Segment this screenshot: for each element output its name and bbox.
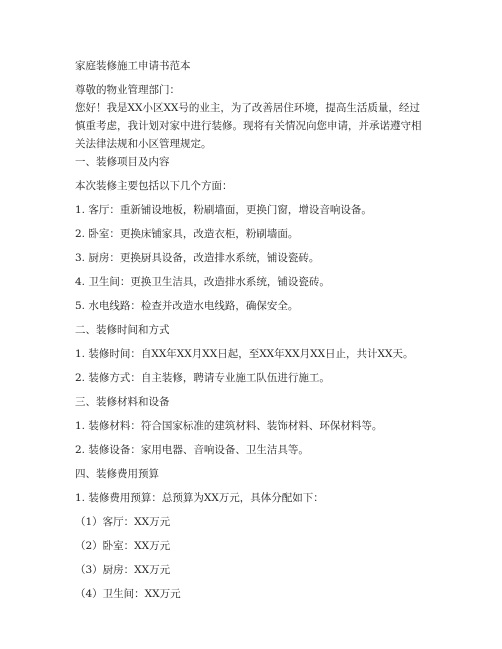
intro-paragraph: 您好！我是XX小区XX号的业主，为了改善居住环境，提高生活质量，经过慎重考虑，我计划对家中进行装修。现将有关情况向您申请，并承诺遵守相关法律法规和小区管理规定。: [75, 102, 422, 150]
section-1-item: 5. 水电线路：检查并改造水电线路，确保安全。: [75, 300, 299, 312]
section-1-item: 1. 客厅：重新铺设地板，粉刷墙面，更换门窗，增设音响设备。: [75, 204, 372, 216]
section-heading-3: 三、装修材料和设备: [75, 396, 170, 408]
section-heading-1: 一、装修项目及内容: [75, 156, 170, 168]
section-4-item: （3）厨房：XX万元: [75, 564, 171, 576]
section-heading-4: 四、装修费用预算: [75, 468, 159, 480]
section-1-lead: 本次装修主要包括以下几个方面：: [75, 180, 233, 192]
section-1-item: 3. 厨房：更换厨具设备，改造排水系统，铺设瓷砖。: [75, 252, 320, 264]
section-1-item: 2. 卧室：更换床铺家具，改造衣柜，粉刷墙面。: [75, 228, 299, 240]
section-3-item: 1. 装修材料：符合国家标准的建筑材料、装饰材料、环保材料等。: [75, 420, 383, 432]
section-2-item: 2. 装修方式：自主装修，聘请专业施工队伍进行施工。: [75, 372, 330, 384]
document-title: 家庭装修施工申请书范本: [75, 60, 191, 72]
section-1-item: 4. 卫生间：更换卫生洁具，改造排水系统，铺设瓷砖。: [75, 276, 330, 288]
section-4-item: 1. 装修费用预算：总预算为XX万元，具体分配如下：: [75, 492, 324, 504]
section-4-item: （2）卧室：XX万元: [75, 540, 171, 552]
section-4-item: （1）客厅：XX万元: [75, 516, 171, 528]
section-3-item: 2. 装修设备：家用电器、音响设备、卫生洁具等。: [75, 444, 309, 456]
section-heading-2: 二、装修时间和方式: [75, 324, 170, 336]
section-4-item: （4）卫生间：XX万元: [75, 588, 181, 600]
salutation: 尊敬的物业管理部门：: [75, 84, 180, 96]
section-2-item: 1. 装修时间：自XX年XX月XX日起，至XX年XX月XX日止，共计XX天。: [75, 348, 414, 360]
